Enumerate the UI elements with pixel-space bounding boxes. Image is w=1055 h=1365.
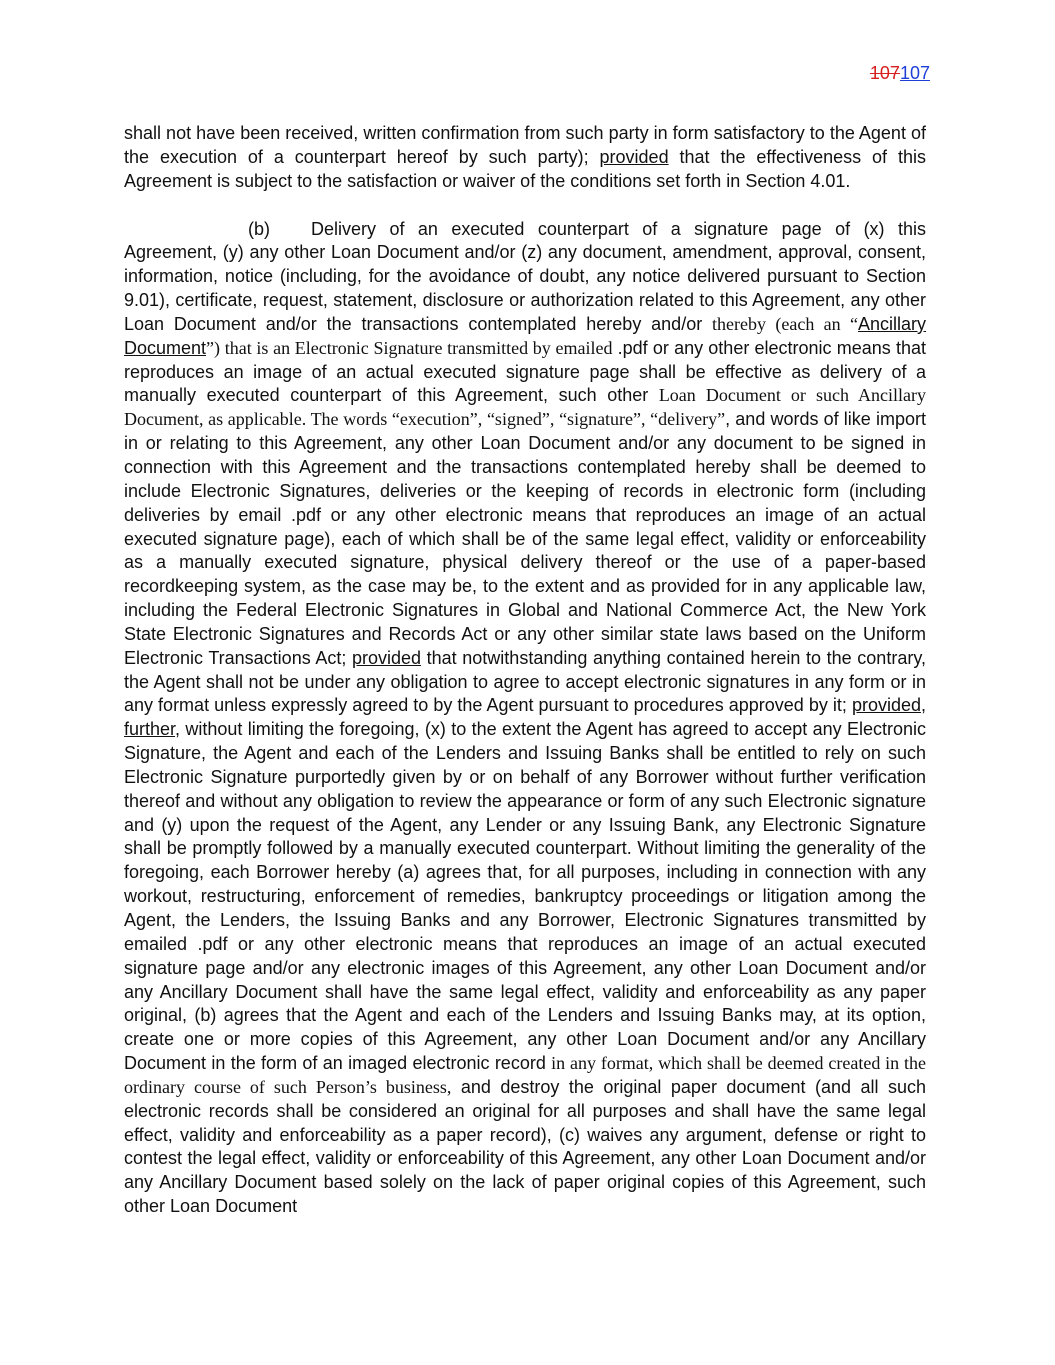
provided-term: provided: [599, 146, 669, 167]
page-number-deleted: 107: [869, 63, 900, 83]
text-run: and destroy the original paper document (and all such electronic records shall be considered an original for all purposes and shall have the same legal effect, validity and enforceability as a paper record), (c) waives any argument, defense or right to contest the legal effect, validity or enforceability of this Agreement, any other Loan Document and/or any Ancillary Document based solely on the lack of paper original copies of this Agreement, such other Loan Document: [124, 1076, 926, 1217]
page-number: [870, 63, 930, 84]
page-number-inserted: 107: [899, 63, 930, 83]
text-run: ,: [920, 695, 926, 716]
text-run-serif: thereby (each an “: [712, 313, 858, 334]
further-term: further: [124, 719, 176, 740]
text-run: Delivery of an executed counterpart of a signature page of (x) this Agreement, (y) any other Loan Document and/or (z) any document, amendment, approval, consent, information, notice (including, for the avoidance of doubt, any notice delivered pursuant to Section 9.01), certificate, request, statement, disclosure or authorization related to this Agreement, any other Loan Document and/or the transactions contemplated hereby and/or: [124, 218, 926, 334]
text-run: , without limiting the foregoing, (x) to the extent the Agent has agreed to accept any Electronic Signature, the Agent and each of the Lenders and Issuing Banks shall be entitled to rely on such Electronic Signature purportedly given by or on behalf of any Borrower without further verification thereof and without any obligation to review the appearance or form of any such Electronic signature and (y) upon the request of the Agent, any Lender or any Issuing Bank, any Electronic Signature shall be promptly followed by a manually executed counterpart. Without limiting the generality of the foregoing, each Borrower hereby (a) agrees that, for all purposes, including in connection with any workout, restructuring, enforcement of remedies, bankruptcy proceedings or litigation among the Agent, the Lenders, the Issuing Banks and any Borrower, Electronic Signatures transmitted by emailed .pdf or any other electronic means that reproduces an image of an actual executed signature page and/or any electronic images of this Agreement, any other Loan Document and/or any Ancillary Document shall have the same legal effect, validity and enforceability as any paper original, (b) agrees that the Agent and each of the Lenders and Issuing Banks may, at its option, create one or more copies of this Agreement, any other Loan Document and/or any Ancillary Document in the form of an imaged electronic record: [124, 719, 926, 1074]
provided-term: provided: [851, 695, 921, 716]
text-run-serif: ”) that is an Electronic Signature transmitted by emailed: [206, 337, 613, 358]
text-run-serif: in any format, which shall be deemed created in the ordinary course of such Person’s business,: [124, 1053, 926, 1097]
paragraph-b: [124, 218, 926, 1219]
text-run: that notwithstanding anything contained herein to the contrary, the Agent shall not be under any obligation to agree to accept electronic signatures in any form or in any format unless expressly agreed to by the Agent pursuant to procedures approved by it;: [124, 647, 926, 716]
text-run: that the effectiveness of this Agreement is subject to the satisfaction or waiver of the conditions set forth in Section 4.01.: [124, 146, 926, 191]
document-body: [124, 122, 926, 1219]
text-run-serif: Loan Document or such Ancillary Document, as applicable. The words “execution”, “signed”, “signature”, “delivery”: [124, 385, 927, 430]
paragraph-continuation: [124, 122, 926, 194]
text-run: , and words of like import in or relating to this Agreement, any other Loan Document and/or any document to be signed in connection with this Agreement and the transactions contemplated hereby shall be deemed to include Electronic Signatures, deliveries or the keeping of records in electronic form (including deliveries by email .pdf or any other electronic means that reproduces an image of an actual executed signature page), each of which shall be of the same legal effect, validity or enforceability as a manually executed signature, physical delivery thereof or the use of a paper-based recordkeeping system, as the case may be, to the extent and as provided for in any applicable law, including the Federal Electronic Signatures in Global and National Commerce Act, the New York State Electronic Signatures and Records Act or any other similar state laws based on the Uniform Electronic Transactions Act;: [124, 409, 926, 668]
ancillary-document-term: Ancillary Document: [124, 313, 927, 358]
clause-label: (b): [248, 218, 270, 239]
text-run: shall not have been received, written confirmation from such party in form satisfactory to the Agent of the execution of a counterpart hereof by such party);: [124, 123, 926, 167]
text-run: .pdf or any other electronic means that reproduces an image of an actual executed signature page shall be effective as delivery of a manually executed counterpart of this Agreement, such other: [124, 337, 926, 406]
provided-term: provided: [351, 647, 422, 668]
